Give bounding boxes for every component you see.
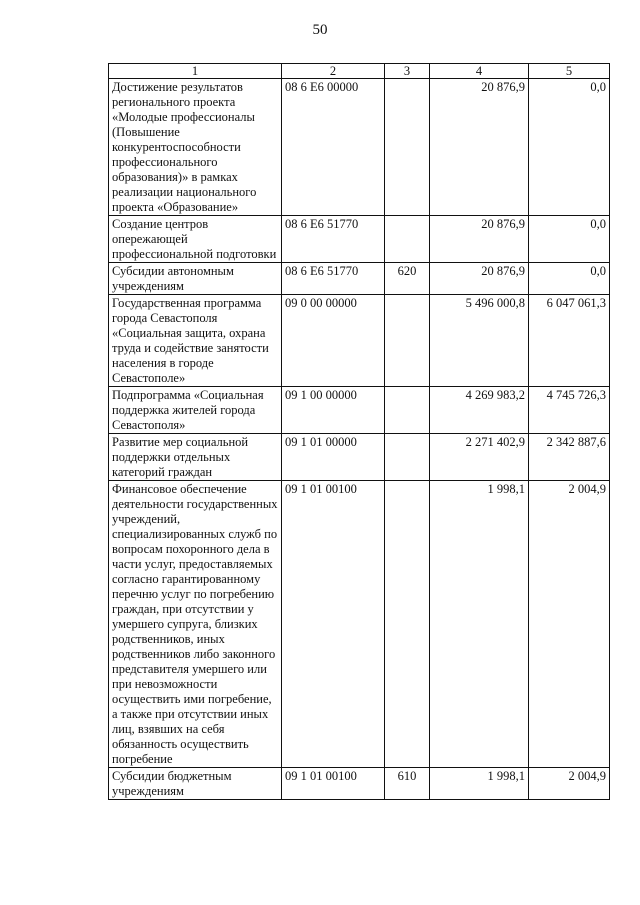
row-amount1-cell: 4 269 983,2 [430, 387, 529, 434]
table-row [109, 387, 610, 434]
row-name-cell: Достижение результатов регионального проекта «Молодые профессионалы (Повышение конкурентоспособности профессионального образования)» в рамках реализации национального проекта «Образование» [109, 79, 282, 216]
row-type-cell: 610 [385, 768, 430, 800]
page-number: 50 [312, 22, 328, 38]
table-row [109, 295, 610, 387]
row-type-cell [385, 387, 430, 434]
row-amount2-cell: 4 745 726,3 [529, 387, 610, 434]
row-amount1-cell: 1 998,1 [430, 481, 529, 768]
row-amount2-cell: 6 047 061,3 [529, 295, 610, 387]
row-code-cell: 09 1 00 00000 [282, 387, 385, 434]
row-name-cell: Субсидии автономным учреждениям [109, 263, 282, 295]
row-code-cell: 09 1 01 00000 [282, 434, 385, 481]
row-amount1-cell: 20 876,9 [430, 263, 529, 295]
row-code-cell: 08 6 E6 51770 [282, 263, 385, 295]
row-code-cell: 09 1 01 00100 [282, 768, 385, 800]
row-type-cell [385, 295, 430, 387]
table-row [109, 216, 610, 263]
row-code-cell: 08 6 E6 51770 [282, 216, 385, 263]
table-row [109, 768, 610, 800]
header-cell-5: 5 [529, 64, 610, 79]
row-amount1-cell: 1 998,1 [430, 768, 529, 800]
row-name-cell: Субсидии бюджетным учреждениям [109, 768, 282, 800]
row-code-cell: 08 6 E6 00000 [282, 79, 385, 216]
row-type-cell [385, 216, 430, 263]
row-type-cell [385, 79, 430, 216]
header-cell-1: 1 [109, 64, 282, 79]
row-amount1-cell: 20 876,9 [430, 216, 529, 263]
table-row [109, 481, 610, 768]
table-row [109, 79, 610, 216]
row-amount1-cell: 5 496 000,8 [430, 295, 529, 387]
header-row [109, 64, 610, 79]
table-row [109, 263, 610, 295]
row-type-cell [385, 481, 430, 768]
header-cell-2: 2 [282, 64, 385, 79]
header-cell-3: 3 [385, 64, 430, 79]
row-amount2-cell: 0,0 [529, 263, 610, 295]
row-amount2-cell: 2 342 887,6 [529, 434, 610, 481]
header-cell-4: 4 [430, 64, 529, 79]
row-code-cell: 09 1 01 00100 [282, 481, 385, 768]
row-amount2-cell: 0,0 [529, 79, 610, 216]
row-amount2-cell: 0,0 [529, 216, 610, 263]
table-row [109, 434, 610, 481]
row-code-cell: 09 0 00 00000 [282, 295, 385, 387]
row-type-cell [385, 434, 430, 481]
row-name-cell: Государственная программа города Севастополя «Социальная защита, охрана труда и содействие занятости населения в городе Севастополе» [109, 295, 282, 387]
row-name-cell: Финансовое обеспечение деятельности государственных учреждений, специализированных служб по вопросам похоронного дела в части услуг, предоставляемых согласно гарантированному перечню услуг по погребению граждан, при отсутствии у умершего супруга, близких родственников, иных родственников либо законного представителя умершего или при невозможности осуществить ими погребение, а также при отсутствии иных лиц, взявших на себя обязанность осуществить погребение [109, 481, 282, 768]
row-amount2-cell: 2 004,9 [529, 768, 610, 800]
row-type-cell: 620 [385, 263, 430, 295]
row-amount1-cell: 20 876,9 [430, 79, 529, 216]
row-amount2-cell: 2 004,9 [529, 481, 610, 768]
row-name-cell: Создание центров опережающей профессиональной подготовки [109, 216, 282, 263]
budget-table [108, 63, 610, 800]
row-name-cell: Подпрограмма «Социальная поддержка жителей города Севастополя» [109, 387, 282, 434]
row-name-cell: Развитие мер социальной поддержки отдельных категорий граждан [109, 434, 282, 481]
row-amount1-cell: 2 271 402,9 [430, 434, 529, 481]
